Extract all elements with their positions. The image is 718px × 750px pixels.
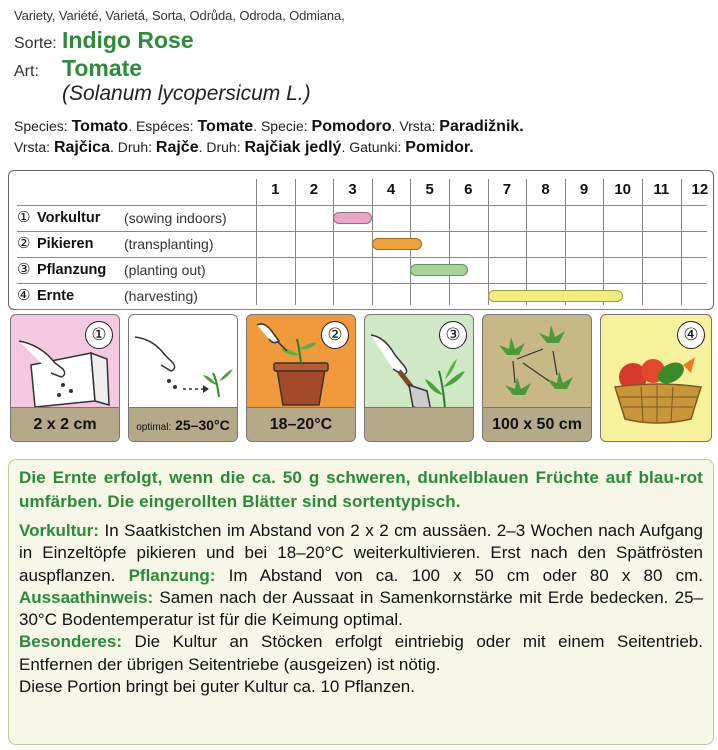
species-block bbox=[14, 116, 714, 158]
sorte-label: Sorte: bbox=[14, 35, 57, 52]
calendar-row-label bbox=[17, 257, 206, 283]
calendar-grid bbox=[9, 171, 713, 309]
grid-line bbox=[17, 309, 707, 310]
step-name-en: (sowing indoors) bbox=[124, 210, 227, 226]
species-label: Vrsta: bbox=[14, 139, 54, 155]
art-label: Art: bbox=[14, 63, 39, 80]
optimal-label: optimal: bbox=[136, 422, 172, 433]
step-number: ③ bbox=[17, 261, 31, 278]
illustration-strip bbox=[10, 314, 712, 442]
month-header: 2 bbox=[309, 181, 319, 198]
step-number: ② bbox=[17, 235, 31, 252]
species-label: . Vrsta: bbox=[391, 118, 440, 134]
calendar-bar bbox=[410, 264, 468, 276]
step-number: ① bbox=[17, 209, 31, 226]
step-name-en: (harvesting) bbox=[124, 288, 198, 304]
calendar-bar bbox=[333, 212, 372, 224]
step-name-de: Pikieren bbox=[37, 236, 94, 252]
lead-text: Die Ernte erfolgt, wenn die ca. 50 g schweren, dunkelblauen Früchte auf blau-rot umfärben. Die eingerollten Blätter sind sortentypisch. bbox=[19, 468, 703, 511]
panel-sowing bbox=[10, 314, 120, 442]
step-name-de: Ernte bbox=[37, 288, 75, 304]
month-header: 8 bbox=[541, 181, 550, 198]
month-header: 7 bbox=[502, 181, 512, 198]
species-value: Paradižnik bbox=[439, 118, 520, 135]
step-badge: ④ bbox=[677, 321, 705, 349]
sorte-row bbox=[14, 27, 714, 53]
latin-name: (Solanum lycopersicum L.) bbox=[62, 82, 311, 105]
aussaat-text: Samen nach der Aussaat in Samenkornstärke mit Erde bedecken. 25–30°C Bodentemperatur ist für die Keimung optimal. bbox=[19, 587, 703, 630]
sowing-calendar bbox=[8, 170, 714, 310]
species-line-1 bbox=[14, 116, 714, 137]
month-header: 12 bbox=[691, 181, 709, 198]
art-value: Tomate bbox=[62, 55, 143, 81]
temperature-value: 25–30°C bbox=[175, 417, 230, 433]
species-label: . Espéces: bbox=[128, 118, 198, 134]
month-header: 3 bbox=[348, 181, 357, 198]
species-value: . bbox=[469, 139, 474, 156]
calendar-row-label bbox=[17, 205, 227, 231]
seed-germination-illustration bbox=[129, 315, 238, 409]
step-badge: ③ bbox=[439, 321, 467, 349]
portion-text: Diese Portion bringt bei guter Kultur ca. 10 Pflanzen. bbox=[19, 677, 415, 697]
month-header: 4 bbox=[386, 181, 396, 198]
aussaat-heading: Aussaathinweis: bbox=[19, 587, 154, 607]
instructions-text bbox=[19, 520, 703, 698]
month-header: 10 bbox=[614, 181, 632, 198]
species-label: . Druh: bbox=[109, 139, 156, 155]
calendar-bar bbox=[372, 238, 422, 250]
sorte-value: Indigo Rose bbox=[62, 27, 194, 53]
panel-spacing bbox=[482, 314, 592, 442]
species-value: Rajčiak jedlý bbox=[244, 139, 342, 156]
panel-caption: 2 x 2 cm bbox=[11, 407, 119, 441]
panel-temperature bbox=[128, 314, 238, 442]
month-header: 5 bbox=[425, 181, 434, 198]
panel-caption: 100 x 50 cm bbox=[483, 407, 591, 441]
step-name-de: Pflanzung bbox=[37, 262, 107, 278]
calendar-bar bbox=[488, 290, 623, 302]
step-name-en: (planting out) bbox=[124, 262, 206, 278]
plant-spacing-illustration bbox=[483, 315, 592, 409]
pflanzung-text: Im Abstand von ca. 100 x 50 cm oder 80 x 80 cm. bbox=[215, 565, 703, 585]
step-name-en: (transplanting) bbox=[124, 236, 214, 252]
species-label: . Druh: bbox=[198, 139, 245, 155]
species-value: Rajčica bbox=[53, 139, 110, 156]
calendar-row-label bbox=[17, 283, 198, 309]
species-value: Pomidor bbox=[405, 139, 470, 156]
besonderes-heading: Besonderes: bbox=[19, 632, 122, 652]
panel-caption: 18–20°C bbox=[247, 407, 355, 441]
species-value: Tomate bbox=[197, 118, 254, 135]
step-badge: ① bbox=[85, 321, 113, 349]
panel-caption bbox=[365, 407, 473, 441]
species-value: Rajče bbox=[155, 139, 199, 156]
panel-caption bbox=[129, 407, 237, 441]
header bbox=[14, 8, 714, 158]
species-label: . Specie: bbox=[253, 118, 312, 134]
step-name-de: Vorkultur bbox=[37, 210, 101, 226]
besonderes-text: Die Kultur an Stöcken erfolgt eintriebig oder mit einem Seitentrieb. Entfernen der übrigen Seitentriebe (ausgeizen) ist nötig. bbox=[19, 632, 703, 674]
panel-harvest bbox=[600, 314, 712, 442]
vorkultur-text: In Saatkistchen im Abstand von 2 x 2 cm aussäen. 2–3 Wochen nach Aufgang in Einzeltöpfe pikieren und bei 18–20°C weiterkultivieren. Erst nach den Spätfrösten auspflanzen. bbox=[19, 521, 703, 585]
panel-planting-out bbox=[364, 314, 474, 442]
step-badge: ② bbox=[321, 321, 349, 349]
calendar-row-label bbox=[17, 231, 214, 257]
step-number: ④ bbox=[17, 287, 31, 304]
pflanzung-heading: Pflanzung: bbox=[128, 565, 216, 585]
vorkultur-heading: Vorkultur: bbox=[19, 521, 99, 540]
month-header: 11 bbox=[653, 181, 670, 198]
description-box bbox=[8, 459, 714, 745]
species-label: Species: bbox=[14, 118, 72, 134]
species-value: . bbox=[519, 118, 524, 135]
species-value: Pomodoro bbox=[311, 118, 392, 135]
month-header: 1 bbox=[271, 181, 280, 198]
month-header: 6 bbox=[464, 181, 473, 198]
species-line-2 bbox=[14, 137, 714, 158]
month-header: 9 bbox=[579, 181, 589, 198]
art-row bbox=[14, 55, 714, 81]
variety-line: Variety, Variété, Varietá, Sorta, Odrůda, Odroda, Odmiana, bbox=[14, 8, 345, 23]
panel-transplanting bbox=[246, 314, 356, 442]
species-label: . Gatunki: bbox=[341, 139, 406, 155]
species-value: Tomato bbox=[71, 118, 129, 135]
